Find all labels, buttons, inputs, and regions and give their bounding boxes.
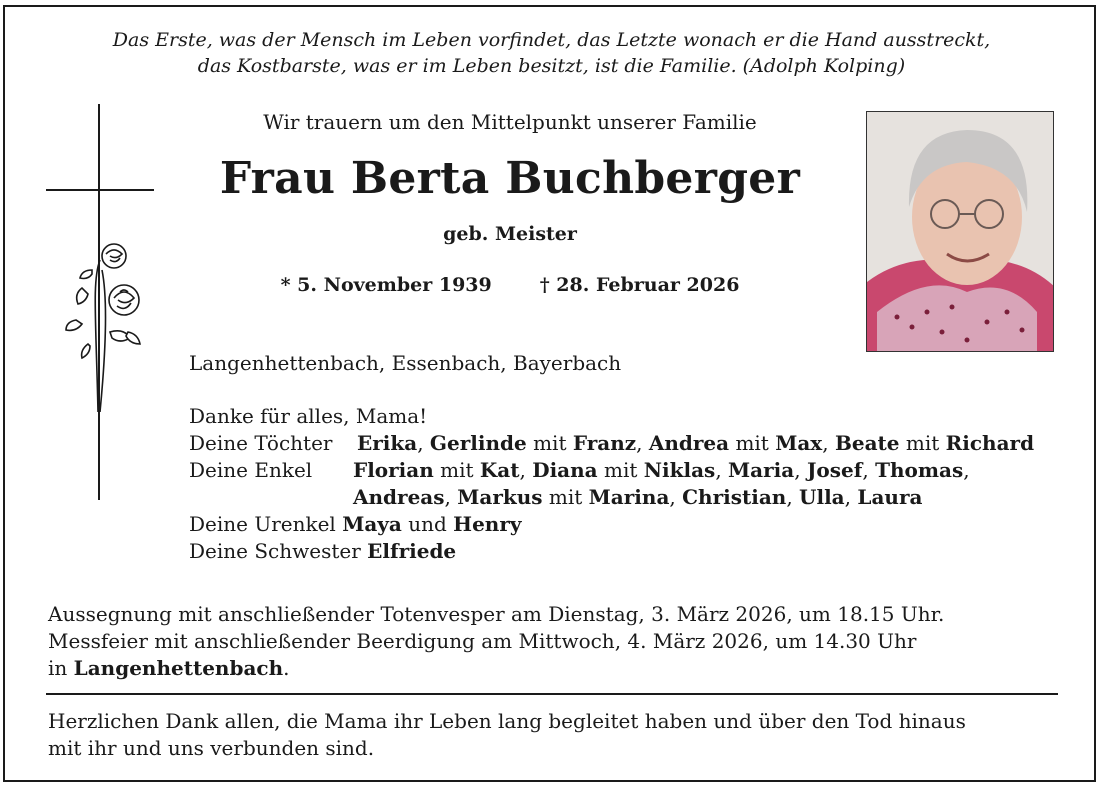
death-date: † 28. Februar 2026 bbox=[539, 274, 740, 296]
deceased-name: Frau Berta Buchberger bbox=[219, 153, 801, 204]
cross-bar bbox=[46, 189, 154, 191]
birth-name: geb. Meister bbox=[443, 223, 577, 245]
rose-icon bbox=[62, 240, 154, 412]
sister-label: Deine Schwester bbox=[189, 539, 361, 563]
life-dates bbox=[160, 272, 860, 298]
closing-line-2: mit ihr und uns verbunden sind. bbox=[48, 736, 375, 760]
burial-place: Langenhettenbach bbox=[73, 656, 284, 680]
daughters-line: Deine Töchter Erika, Gerlinde mit Franz, Andrea mit Max, Beate mit Richard bbox=[189, 431, 1035, 455]
quote-line-2: das Kostbarste, was er im Leben besitzt, ist die Familie. (Adolph Kolping) bbox=[197, 55, 906, 77]
service-line-2: Messfeier mit anschließender Beerdigung am Mittwoch, 4. März 2026, um 14.30 Uhr bbox=[48, 629, 917, 653]
grandchildren-line-1: Deine Enkel Florian mit Kat, Diana mit Niklas, Maria, Josef, Thomas, bbox=[189, 458, 970, 482]
service-line-1: Aussegnung mit anschließender Totenvesper am Dienstag, 3. März 2026, um 18.15 Uhr. bbox=[48, 602, 945, 626]
service-line-3: in Langenhettenbach. bbox=[48, 656, 290, 680]
grandchildren-line-2: Andreas, Markus mit Marina, Christian, Ulla, Laura bbox=[353, 485, 923, 509]
intro-line: Wir trauern um den Mittelpunkt unserer Familie bbox=[263, 110, 757, 134]
grandchildren-label: Deine Enkel bbox=[189, 458, 313, 482]
closing-line-1: Herzlichen Dank allen, die Mama ihr Leben lang begleitet haben und über den Tod hinaus bbox=[48, 709, 966, 733]
divider bbox=[46, 693, 1058, 695]
sister-line: Deine Schwester Elfriede bbox=[189, 539, 457, 563]
thanks-line: Danke für alles, Mama! bbox=[189, 404, 428, 428]
birth-date: * 5. November 1939 bbox=[280, 274, 492, 296]
daughters-label: Deine Töchter bbox=[189, 431, 333, 455]
quote-line-1: Das Erste, was der Mensch im Leben vorfindet, das Letzte wonach er die Hand ausstreckt, bbox=[112, 29, 991, 51]
hometowns: Langenhettenbach, Essenbach, Bayerbach bbox=[189, 351, 622, 375]
great-grandchildren-line: Deine Urenkel Maya und Henry bbox=[189, 512, 522, 536]
portrait-photo bbox=[866, 111, 1054, 352]
great-grandchildren-label: Deine Urenkel bbox=[189, 512, 336, 536]
